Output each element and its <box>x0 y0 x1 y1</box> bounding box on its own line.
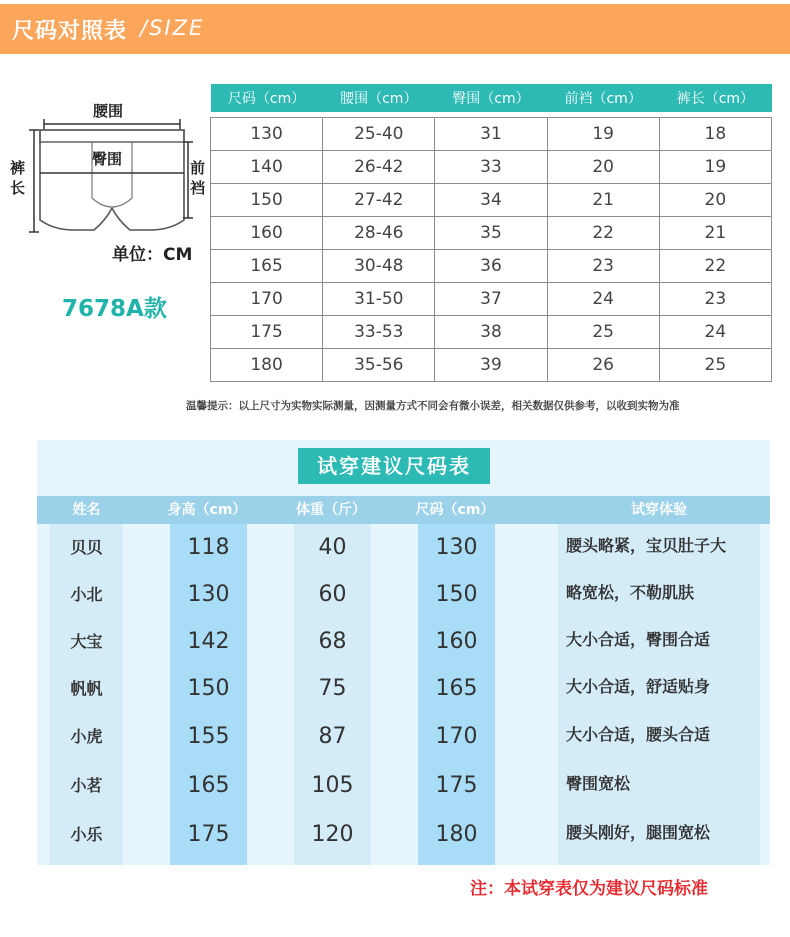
trial-header-experience: 试穿体验 <box>631 502 687 518</box>
unit-label: 单位：CM <box>112 245 193 265</box>
cell: 160 <box>211 217 323 250</box>
trial-header <box>37 496 770 524</box>
cell: 18 <box>659 118 771 151</box>
cell: 165 <box>211 250 323 283</box>
cell: 20 <box>547 151 659 184</box>
cell: 170 <box>211 283 323 316</box>
cell: 21 <box>547 184 659 217</box>
trial-name: 大宝 <box>70 632 103 651</box>
cell: 140 <box>211 151 323 184</box>
cell: 20 <box>659 184 771 217</box>
cell: 22 <box>547 217 659 250</box>
trial-header-height: 身高（cm） <box>167 502 247 518</box>
hip-label: 臀围 <box>92 150 123 168</box>
cell: 26 <box>547 349 659 382</box>
size-diagram <box>0 90 210 280</box>
trial-size: 165 <box>435 676 478 701</box>
trial-header-size: 尺码（cm） <box>415 502 495 518</box>
trial-height: 175 <box>187 822 230 847</box>
trial-experience: 大小合适，臀围合适 <box>566 630 711 649</box>
cell: 24 <box>547 283 659 316</box>
trial-size: 160 <box>435 629 478 654</box>
table-row <box>211 316 772 349</box>
trial-row <box>0 618 790 666</box>
cell: 39 <box>435 349 547 382</box>
trial-name: 小北 <box>70 585 103 604</box>
trial-experience: 大小合适，舒适贴身 <box>566 677 711 696</box>
header-length: 裤长（cm） <box>659 84 771 112</box>
trial-row <box>0 713 790 761</box>
cell: 36 <box>435 250 547 283</box>
trial-size: 170 <box>435 724 478 749</box>
cell: 23 <box>659 283 771 316</box>
trial-weight: 105 <box>311 773 354 798</box>
cell: 28-46 <box>323 217 435 250</box>
trial-weight: 75 <box>318 676 347 701</box>
table-row <box>211 283 772 316</box>
cell: 38 <box>435 316 547 349</box>
cell: 25 <box>547 316 659 349</box>
cell: 26-42 <box>323 151 435 184</box>
size-table-header <box>211 84 772 112</box>
size-table <box>210 84 772 382</box>
trial-weight: 87 <box>318 724 347 749</box>
trial-weight: 68 <box>318 629 347 654</box>
trial-name: 小乐 <box>70 825 103 844</box>
table-row <box>211 217 772 250</box>
cell: 24 <box>659 316 771 349</box>
trial-height: 130 <box>187 582 230 607</box>
cell: 31 <box>435 118 547 151</box>
cell: 33 <box>435 151 547 184</box>
model-code: 7678A款 <box>62 296 167 322</box>
trial-name: 帆帆 <box>70 679 103 698</box>
trial-size: 175 <box>435 773 478 798</box>
cell: 25-40 <box>323 118 435 151</box>
cell: 31-50 <box>323 283 435 316</box>
cell: 19 <box>659 151 771 184</box>
trial-experience: 略宽松，不勒肌肤 <box>566 583 695 602</box>
trial-size: 150 <box>435 582 478 607</box>
header-hip: 臀围（cm） <box>435 84 547 112</box>
rise-label: 前裆 <box>190 159 206 197</box>
table-row <box>211 250 772 283</box>
trial-height: 118 <box>187 535 230 560</box>
length-label: 裤长 <box>10 159 26 197</box>
trial-row <box>0 665 790 713</box>
trial-weight: 40 <box>318 535 347 560</box>
cell: 25 <box>659 349 771 382</box>
table-row <box>211 184 772 217</box>
cell: 23 <box>547 250 659 283</box>
trial-size: 180 <box>435 822 478 847</box>
waist-label: 腰围 <box>93 102 124 120</box>
trial-height: 155 <box>187 724 230 749</box>
cell: 33-53 <box>323 316 435 349</box>
trial-name: 贝贝 <box>70 538 103 557</box>
cell: 35 <box>435 217 547 250</box>
trial-experience: 臀围宽松 <box>566 774 631 793</box>
header-waist: 腰围（cm） <box>323 84 435 112</box>
trial-weight: 120 <box>311 822 354 847</box>
trial-name: 小虎 <box>70 727 103 746</box>
trial-header-weight: 体重（斤） <box>296 502 366 518</box>
cell: 19 <box>547 118 659 151</box>
trial-row <box>0 571 790 619</box>
trial-weight: 60 <box>318 582 347 607</box>
header-rise: 前裆（cm） <box>547 84 659 112</box>
trial-title: 试穿建议尺码表 <box>298 448 490 484</box>
cell: 34 <box>435 184 547 217</box>
trial-height: 165 <box>187 773 230 798</box>
cell: 30-48 <box>323 250 435 283</box>
trial-row <box>0 524 790 572</box>
cell: 180 <box>211 349 323 382</box>
header-size: 尺码（cm） <box>211 84 323 112</box>
trial-experience: 腰头刚好，腿围宽松 <box>566 823 711 842</box>
cell: 27-42 <box>323 184 435 217</box>
cell: 35-56 <box>323 349 435 382</box>
cell: 130 <box>211 118 323 151</box>
table-row <box>211 349 772 382</box>
trial-header-name: 姓名 <box>72 502 101 518</box>
trial-experience: 大小合适，腰头合适 <box>566 725 711 744</box>
table-row <box>211 118 772 151</box>
page-subtitle: /SIZE <box>140 16 205 40</box>
trial-height: 150 <box>187 676 230 701</box>
cell: 175 <box>211 316 323 349</box>
cell: 22 <box>659 250 771 283</box>
trial-name: 小茗 <box>70 776 103 795</box>
cell: 37 <box>435 283 547 316</box>
cell: 21 <box>659 217 771 250</box>
trial-experience: 腰头略紧，宝贝肚子大 <box>566 536 727 555</box>
trial-size: 130 <box>435 535 478 560</box>
trial-row <box>0 762 790 810</box>
cell: 150 <box>211 184 323 217</box>
header-banner <box>0 4 790 54</box>
table-row <box>211 151 772 184</box>
trial-row <box>0 811 790 859</box>
measurement-note: 温馨提示：以上尺寸为实物实际测量，因测量方式不同会有微小误差，相关数据仅供参考，以收到实物为准 <box>186 400 680 412</box>
page-title: 尺码对照表 <box>12 19 128 44</box>
trial-height: 142 <box>187 629 230 654</box>
trial-footer-note: 注：本试穿表仅为建议尺码标准 <box>470 879 708 899</box>
